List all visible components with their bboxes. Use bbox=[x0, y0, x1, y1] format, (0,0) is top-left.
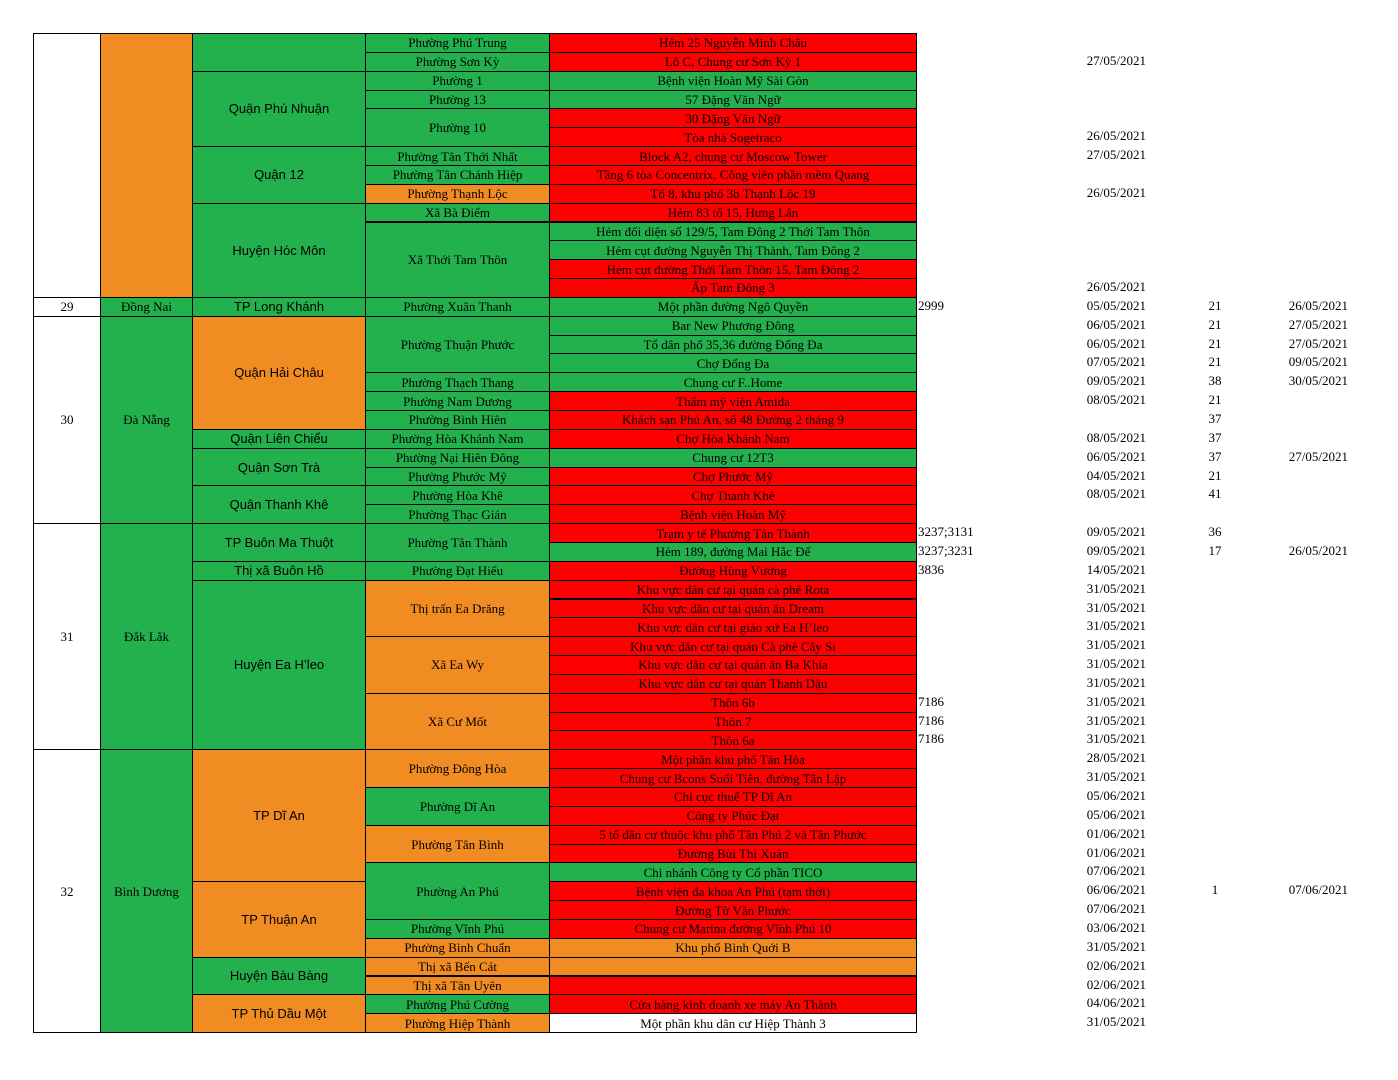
ward-cell: Xã Thới Tam Thôn bbox=[365, 222, 550, 298]
location-cell: Chợ Phước Mỹ bbox=[549, 467, 917, 487]
location-cell: Đường Bùi Thị Xuân bbox=[549, 844, 917, 864]
row-divider bbox=[33, 523, 917, 524]
applied-date: 31/05/2021 bbox=[1086, 731, 1146, 747]
district-cell: Huyện Bàu Bàng bbox=[192, 957, 366, 996]
day-count: 41 bbox=[1208, 486, 1222, 502]
location-cell: Chi nhánh Công ty Cổ phần TICO bbox=[549, 862, 917, 882]
day-count: 21 bbox=[1208, 354, 1222, 370]
applied-date: 14/05/2021 bbox=[1086, 561, 1146, 577]
location-cell: Chung cư Marina đường Vĩnh Phú 10 bbox=[549, 919, 917, 939]
ward-cell: Phường Phước Mỹ bbox=[365, 467, 550, 487]
location-cell bbox=[549, 957, 917, 977]
row-divider bbox=[33, 297, 917, 298]
location-cell: Ấp Tam Đông 3 bbox=[549, 278, 917, 298]
ward-cell: Thị xã Tân Uyên bbox=[365, 976, 550, 996]
outbreak-code: 2999 bbox=[918, 297, 944, 313]
province-name-cell bbox=[100, 33, 193, 298]
applied-date: 28/05/2021 bbox=[1086, 750, 1146, 766]
day-count: 38 bbox=[1208, 373, 1222, 389]
applied-date: 09/05/2021 bbox=[1086, 373, 1146, 389]
ward-cell: Xã Bà Điểm bbox=[365, 203, 550, 223]
location-cell: Một phần đường Ngô Quyền bbox=[549, 297, 917, 317]
location-cell: Chung cư Bcons Suối Tiên, đường Tân Lập bbox=[549, 768, 917, 788]
applied-date: 31/05/2021 bbox=[1086, 693, 1146, 709]
applied-date: 05/06/2021 bbox=[1086, 806, 1146, 822]
location-cell: Block A2, chung cư Moscow Tower bbox=[549, 146, 917, 166]
location-cell: Lô C, Chung cư Sơn Kỳ 1 bbox=[549, 52, 917, 72]
location-cell: Khu vực dân cư tại giáo xứ Ea H’leo bbox=[549, 617, 917, 637]
location-cell: Hẻm 25 Nguyễn Minh Châu bbox=[549, 33, 917, 53]
ward-cell: Phường Thạch Thang bbox=[365, 372, 550, 392]
location-cell: 30 Đặng Văn Ngữ bbox=[549, 108, 917, 128]
district-cell: Quận Sơn Trà bbox=[192, 448, 366, 487]
applied-date: 31/05/2021 bbox=[1086, 580, 1146, 596]
ward-cell: Phường Xuân Thanh bbox=[365, 297, 550, 317]
location-cell: Bệnh viện đa khoa An Phú (tạm thời) bbox=[549, 881, 917, 901]
day-count: 21 bbox=[1208, 316, 1222, 332]
outbreak-code: 3836 bbox=[918, 561, 944, 577]
applied-date: 27/05/2021 bbox=[1086, 52, 1146, 68]
location-cell: Thôn 6a bbox=[549, 730, 917, 750]
applied-date: 06/05/2021 bbox=[1086, 316, 1146, 332]
location-cell: Khu vực dân cư tại quán cà phê Rota bbox=[549, 580, 917, 600]
province-name-cell: Đắk Lắk bbox=[100, 523, 193, 750]
ward-cell: Xã Ea Wy bbox=[365, 636, 550, 694]
applied-date: 06/05/2021 bbox=[1086, 448, 1146, 464]
location-cell: Hẻm 83 tổ 15, Hưng Lân bbox=[549, 203, 917, 223]
location-cell: Tầng 6 tòa Concentrix, Công viên phần mềm Quang bbox=[549, 165, 917, 185]
location-cell: Bar New Phương Đông bbox=[549, 316, 917, 336]
applied-date: 31/05/2021 bbox=[1086, 938, 1146, 954]
ward-cell: Phường 13 bbox=[365, 90, 550, 110]
location-cell: Chợ Thanh Khê bbox=[549, 485, 917, 505]
province-no-cell: 29 bbox=[33, 297, 101, 317]
day-count: 37 bbox=[1208, 429, 1222, 445]
ward-cell: Phường Tân Thành bbox=[365, 523, 550, 562]
district-cell: Quận Liên Chiểu bbox=[192, 429, 366, 449]
province-name-cell: Đà Nẵng bbox=[100, 316, 193, 524]
lifted-date: 26/05/2021 bbox=[1288, 297, 1348, 313]
district-cell: Quận Phú Nhuận bbox=[192, 71, 366, 147]
applied-date: 07/05/2021 bbox=[1086, 354, 1146, 370]
district-cell: Huyện Ea H’leo bbox=[192, 580, 366, 751]
applied-date: 08/05/2021 bbox=[1086, 429, 1146, 445]
ward-cell: Phường Phú Cường bbox=[365, 994, 550, 1014]
location-cell: Khu vực dân cư tại quán Thanh Dậu bbox=[549, 674, 917, 694]
ward-cell: Phường Thuận Phước bbox=[365, 316, 550, 374]
applied-date: 26/05/2021 bbox=[1086, 128, 1146, 144]
district-cell: Thị xã Buôn Hồ bbox=[192, 561, 366, 581]
location-cell: Công ty Phúc Đạt bbox=[549, 806, 917, 826]
lifted-date: 09/05/2021 bbox=[1288, 354, 1348, 370]
applied-date: 07/06/2021 bbox=[1086, 901, 1146, 917]
applied-date: 31/05/2021 bbox=[1086, 637, 1146, 653]
location-cell: Thẩm mỹ viện Amida bbox=[549, 391, 917, 411]
lifted-date: 27/05/2021 bbox=[1288, 335, 1348, 351]
location-cell: Chợ Hòa Khánh Nam bbox=[549, 429, 917, 449]
province-no-cell bbox=[33, 33, 101, 298]
location-cell: Thôn 6b bbox=[549, 693, 917, 713]
province-no-cell: 31 bbox=[33, 523, 101, 750]
location-cell: Hẻm cụt đường Thới Tam Thôn 15, Tam Đông 2 bbox=[549, 259, 917, 279]
day-count: 21 bbox=[1208, 335, 1222, 351]
outbreak-code: 3237;3231 bbox=[918, 542, 974, 558]
location-cell: Khu vực dân cư tại quán Cà phê Cây Si bbox=[549, 636, 917, 656]
location-cell: Bệnh viện Hoàn Mỹ bbox=[549, 504, 917, 524]
day-count: 21 bbox=[1208, 297, 1222, 313]
location-cell: Cửa hàng kinh doanh xe máy An Thành bbox=[549, 994, 917, 1014]
applied-date: 05/05/2021 bbox=[1086, 297, 1146, 313]
location-cell: Tòa nhà Sogetraco bbox=[549, 127, 917, 147]
district-cell: Quận Hải Châu bbox=[192, 316, 366, 430]
applied-date: 31/05/2021 bbox=[1086, 674, 1146, 690]
day-count: 36 bbox=[1208, 524, 1222, 540]
ward-cell: Thị trấn Ea Drăng bbox=[365, 580, 550, 638]
location-cell: Hẻm đối diện số 129/5, Tam Đông 2 Thới Tam Thôn bbox=[549, 222, 917, 242]
location-cell: Một phần khu phố Tân Hòa bbox=[549, 749, 917, 769]
district-cell bbox=[192, 33, 366, 72]
location-cell: Đường Từ Văn Phước bbox=[549, 900, 917, 920]
province-no-cell: 30 bbox=[33, 316, 101, 524]
applied-date: 31/05/2021 bbox=[1086, 599, 1146, 615]
applied-date: 07/06/2021 bbox=[1086, 863, 1146, 879]
location-cell: Đường Hùng Vương bbox=[549, 561, 917, 581]
district-cell: Huyện Hóc Môn bbox=[192, 203, 366, 298]
location-cell: Hẻm 189, đường Mai Hắc Đế bbox=[549, 542, 917, 562]
location-cell: Bệnh viện Hoàn Mỹ Sài Gòn bbox=[549, 71, 917, 91]
row-divider bbox=[33, 749, 917, 750]
location-cell: Chợ Đống Đa bbox=[549, 353, 917, 373]
location-cell: Chung cư F..Home bbox=[549, 372, 917, 392]
applied-date: 08/05/2021 bbox=[1086, 486, 1146, 502]
location-cell bbox=[549, 976, 917, 996]
applied-date: 06/05/2021 bbox=[1086, 335, 1146, 351]
ward-cell: Phường Sơn Kỳ bbox=[365, 52, 550, 72]
outbreak-code: 7186 bbox=[918, 693, 944, 709]
ward-cell: Xã Cư Mốt bbox=[365, 693, 550, 751]
district-cell: Quận 12 bbox=[192, 146, 366, 204]
row-divider bbox=[33, 316, 917, 317]
applied-date: 01/06/2021 bbox=[1086, 844, 1146, 860]
district-cell: Quận Thanh Khê bbox=[192, 485, 366, 524]
ward-cell: Phường Hòa Khánh Nam bbox=[365, 429, 550, 449]
province-name-cell: Bình Dương bbox=[100, 749, 193, 1033]
location-cell: Thôn 7 bbox=[549, 712, 917, 732]
ward-cell: Phường Hiệp Thành bbox=[365, 1013, 550, 1033]
lifted-date: 27/05/2021 bbox=[1288, 448, 1348, 464]
applied-date: 09/05/2021 bbox=[1086, 542, 1146, 558]
location-cell: 5 tổ dân cư thuộc khu phố Tân Phú 2 và Tân Phước bbox=[549, 825, 917, 845]
applied-date: 08/05/2021 bbox=[1086, 392, 1146, 408]
applied-date: 03/06/2021 bbox=[1086, 919, 1146, 935]
ward-cell: Phường Bình Chuẩn bbox=[365, 938, 550, 958]
ward-cell: Phường Tân Bình bbox=[365, 825, 550, 864]
day-count: 17 bbox=[1208, 542, 1222, 558]
province-name-cell: Đồng Nai bbox=[100, 297, 193, 317]
applied-date: 06/06/2021 bbox=[1086, 882, 1146, 898]
location-cell: Khu vực dân cư tại quán ăn Ba Khía bbox=[549, 655, 917, 675]
ward-cell: Phường Nam Dương bbox=[365, 391, 550, 411]
applied-date: 31/05/2021 bbox=[1086, 769, 1146, 785]
ward-cell: Phường Phú Trung bbox=[365, 33, 550, 53]
district-cell: TP Dĩ An bbox=[192, 749, 366, 882]
ward-cell: Phường Thạc Gián bbox=[365, 504, 550, 524]
ward-cell: Phường Vĩnh Phú bbox=[365, 919, 550, 939]
location-cell: Tổ dân phố 35,36 đường Đống Đa bbox=[549, 335, 917, 355]
ward-cell: Phường Thạnh Lộc bbox=[365, 184, 550, 204]
location-cell: 57 Đặng Văn Ngữ bbox=[549, 90, 917, 110]
applied-date: 09/05/2021 bbox=[1086, 524, 1146, 540]
applied-date: 31/05/2021 bbox=[1086, 656, 1146, 672]
outbreak-code: 7186 bbox=[918, 712, 944, 728]
outbreak-code: 7186 bbox=[918, 731, 944, 747]
ward-cell: Phường Bình Hiên bbox=[365, 410, 550, 430]
day-count: 37 bbox=[1208, 411, 1222, 426]
applied-date: 26/05/2021 bbox=[1086, 184, 1146, 200]
location-cell: Chung cư 12T3 bbox=[549, 448, 917, 468]
ward-cell: Phường Tân Thới Nhất bbox=[365, 146, 550, 166]
ward-cell: Phường Hòa Khê bbox=[365, 485, 550, 505]
district-cell: TP Long Khánh bbox=[192, 297, 366, 317]
applied-date: 04/05/2021 bbox=[1086, 467, 1146, 483]
ward-cell: Thị xã Bến Cát bbox=[365, 957, 550, 977]
location-cell: Tổ 8, khu phố 3b Thạnh Lộc 19 bbox=[549, 184, 917, 204]
district-cell: TP Buôn Ma Thuột bbox=[192, 523, 366, 562]
table-bottom-border bbox=[33, 1032, 917, 1033]
location-cell: Chi cục thuế TP Dĩ An bbox=[549, 787, 917, 807]
location-cell: Khu vực dân cư tại quán ăn Dream bbox=[549, 599, 917, 619]
day-count: 21 bbox=[1208, 467, 1222, 483]
ward-cell: Phường Đạt Hiếu bbox=[365, 561, 550, 581]
ward-cell: Phường Đông Hòa bbox=[365, 749, 550, 788]
applied-date: 02/06/2021 bbox=[1086, 957, 1146, 973]
location-cell: Một phần khu dân cư Hiệp Thành 3 bbox=[549, 1013, 917, 1033]
applied-date: 01/06/2021 bbox=[1086, 825, 1146, 841]
district-cell: TP Thuận An bbox=[192, 881, 366, 957]
location-cell: Trạm y tế Phường Tân Thành bbox=[549, 523, 917, 543]
applied-date: 27/05/2021 bbox=[1086, 147, 1146, 163]
applied-date: 04/06/2021 bbox=[1086, 995, 1146, 1011]
lifted-date: 30/05/2021 bbox=[1288, 373, 1348, 389]
day-count: 21 bbox=[1208, 392, 1222, 408]
ward-cell: Phường Nại Hiên Đông bbox=[365, 448, 550, 468]
lifted-date: 27/05/2021 bbox=[1288, 316, 1348, 332]
district-cell: TP Thủ Dầu Một bbox=[192, 994, 366, 1033]
ward-cell: Phường Tân Chánh Hiệp bbox=[365, 165, 550, 185]
outbreak-code: 3237;3131 bbox=[918, 524, 974, 540]
applied-date: 02/06/2021 bbox=[1086, 976, 1146, 992]
location-cell: Hẻm cụt đường Nguyễn Thị Thành, Tam Đông 2 bbox=[549, 240, 917, 260]
applied-date: 05/06/2021 bbox=[1086, 788, 1146, 803]
ward-cell: Phường Dĩ An bbox=[365, 787, 550, 826]
applied-date: 26/05/2021 bbox=[1086, 279, 1146, 295]
day-count: 1 bbox=[1211, 882, 1219, 898]
day-count: 37 bbox=[1208, 448, 1222, 464]
lifted-date: 07/06/2021 bbox=[1288, 882, 1348, 898]
ward-cell: Phường An Phú bbox=[365, 862, 550, 920]
applied-date: 31/05/2021 bbox=[1086, 618, 1146, 634]
lifted-date: 26/05/2021 bbox=[1288, 542, 1348, 558]
ward-cell: Phường 1 bbox=[365, 71, 550, 91]
province-no-cell: 32 bbox=[33, 749, 101, 1033]
applied-date: 31/05/2021 bbox=[1086, 1014, 1146, 1030]
applied-date: 31/05/2021 bbox=[1086, 712, 1146, 728]
location-cell: Khách sạn Phú An, số 48 Đường 2 tháng 9 bbox=[549, 410, 917, 430]
ward-cell: Phường 10 bbox=[365, 108, 550, 147]
location-cell: Khu phố Bình Quới B bbox=[549, 938, 917, 958]
